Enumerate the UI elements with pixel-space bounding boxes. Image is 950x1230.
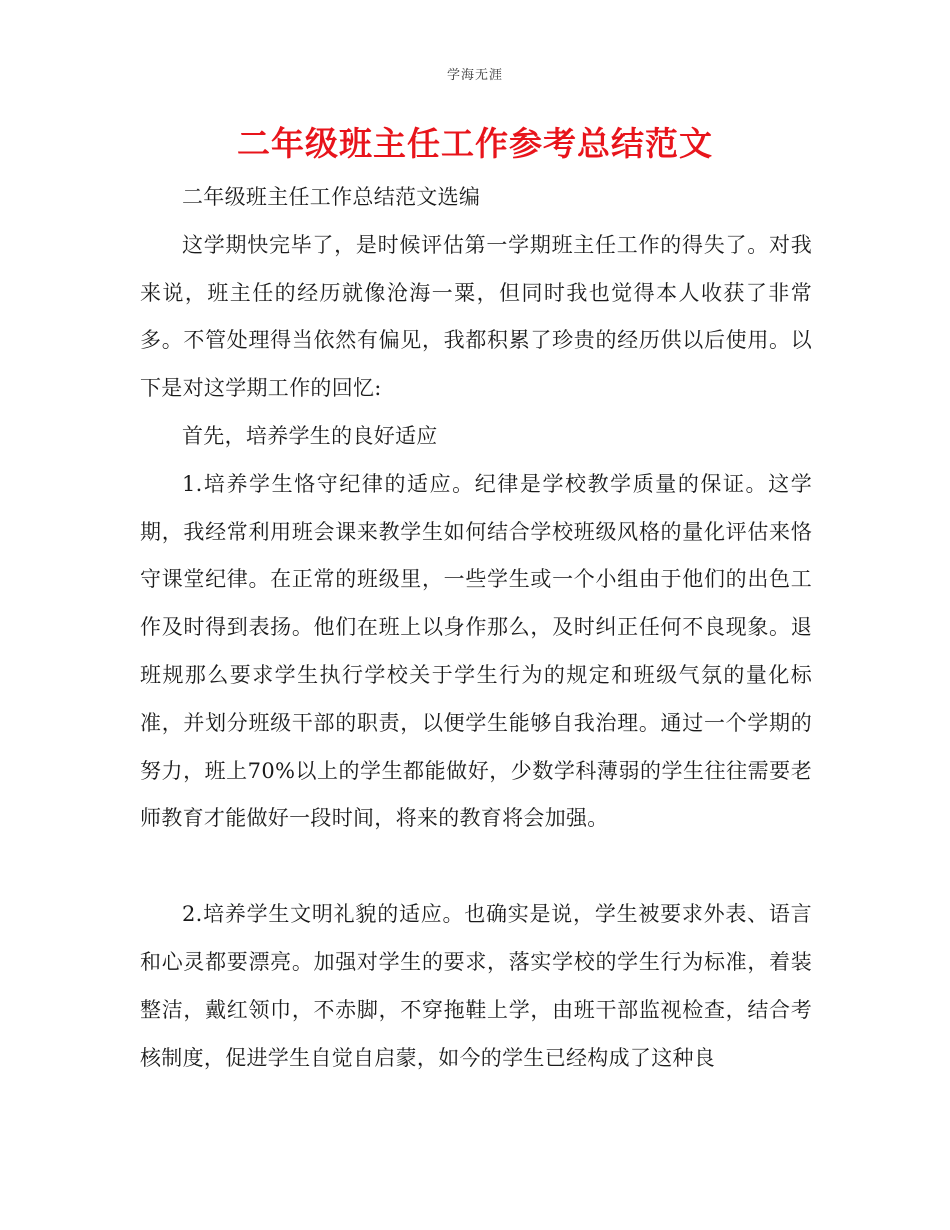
page-header-text: 学海无涯	[446, 68, 503, 83]
paragraph-item-1: 1.培养学生恪守纪律的适应。纪律是学校教学质量的保证。这学期，我经常利用班会课来教学生如何结合学校班级风格的量化评估来恪守课堂纪律。在正常的班级里，一些学生或一个小组由于他们的出色工作及时得到表扬。他们在班上以身作那么，及时纠正任何不良现象。退班规那么要求学生执行学校关于学生行为的规定和班级气氛的量化标准，并划分班级干部的职责，以便学生能够自我治理。通过一个学期的努力，班上70%以上的学生都能做好，少数学科薄弱的学生往往需要老师教育才能做好一段时间，将来的教育将会加强。	[140, 471, 812, 831]
paragraph-item-2: 2.培养学生文明礼貌的适应。也确实是说，学生被要求外表、语言和心灵都要漂亮。加强对学生的要求，落实学校的学生行为标准，着装整洁，戴红领巾，不赤脚，不穿拖鞋上学，由班干部监视检查，结合考核制度，促进学生自觉自启蒙，如今的学生已经构成了这种良	[140, 902, 812, 1070]
paragraph-intro: 这学期快完毕了，是时候评估第一学期班主任工作的得失了。对我来说，班主任的经历就像沧海一粟，但同时我也觉得本人收获了非常多。不管处理得当依然有偏见，我都积累了珍贵的经历供以后使用。以下是对这学期工作的回忆:	[140, 232, 812, 401]
paragraph-section-heading: 首先，培养学生的良好适应	[182, 423, 438, 448]
paragraph-subtitle: 二年级班主任工作总结范文选编	[182, 185, 481, 209]
document-body	[140, 174, 812, 1082]
document-title: 二年级班主任工作参考总结范文	[237, 124, 713, 163]
